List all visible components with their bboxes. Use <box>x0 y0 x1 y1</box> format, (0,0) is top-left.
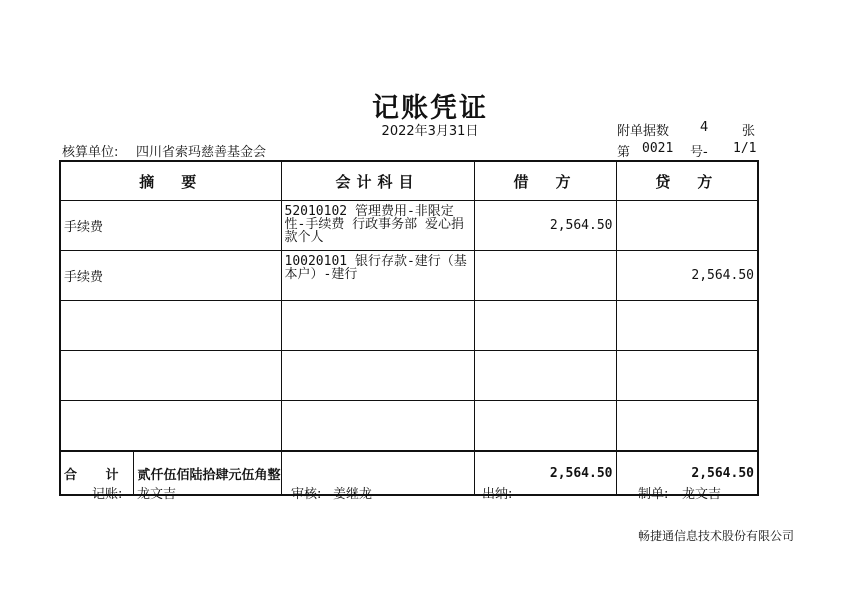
row-summary: 手续费 <box>60 251 281 301</box>
software-company: 畅捷通信息技术股份有限公司 <box>637 529 794 543</box>
table-row <box>60 251 758 301</box>
voucher-number: 0021 <box>642 141 674 156</box>
row-debit <box>474 301 616 351</box>
table-row <box>60 401 758 452</box>
total-label: 合 计 <box>61 452 134 494</box>
voucher-title: 记账凭证 <box>372 93 488 124</box>
header-debit: 借 方 <box>474 161 616 201</box>
row-debit <box>474 351 616 401</box>
attachments-label: 附单据数 <box>617 124 670 139</box>
row-credit <box>616 401 758 452</box>
row-credit: 2,564.50 <box>616 251 758 301</box>
row-summary: 手续费 <box>60 201 281 251</box>
header-account: 会计科目 <box>281 161 474 201</box>
bookkeeper-name: 龙文吉 <box>137 487 177 502</box>
row-account: 52010102 管理费用-非限定性-手续费 行政事务部 爱心捐款个人 <box>281 201 474 251</box>
row-credit <box>616 301 758 351</box>
total-credit: 2,564.50 <box>616 451 758 495</box>
voucher-number-prefix: 第 <box>617 145 631 160</box>
row-summary <box>60 351 281 401</box>
table-row <box>60 301 758 351</box>
row-account: 10020101 银行存款-建行（基本户）-建行 <box>281 251 474 301</box>
row-account <box>281 401 474 452</box>
voucher-number-suffix: 号- <box>690 145 708 160</box>
total-amount-in-words: 贰仟伍佰陆拾肆元伍角整 <box>137 467 281 483</box>
reviewer-label: 审核: <box>291 487 322 502</box>
voucher-date: 2022年3月31日 <box>381 124 479 139</box>
preparer-label: 制单: <box>638 487 669 502</box>
accounting-unit-name: 四川省索玛慈善基金会 <box>136 145 267 160</box>
header-credit: 贷 方 <box>616 161 758 201</box>
row-debit <box>474 401 616 452</box>
row-debit <box>474 251 616 301</box>
reviewer-name: 姜继龙 <box>333 487 373 502</box>
cashier-label: 出纳: <box>482 487 513 502</box>
table-row <box>60 201 758 251</box>
row-credit <box>616 351 758 401</box>
row-summary <box>60 401 281 452</box>
total-debit: 2,564.50 <box>474 451 616 495</box>
preparer-name: 龙文吉 <box>682 487 722 502</box>
accounting-unit-label: 核算单位: <box>62 145 119 160</box>
voucher-page: 1/1 <box>733 141 757 156</box>
header-summary: 摘 要 <box>60 161 281 201</box>
bookkeeper-label: 记账: <box>92 487 123 502</box>
table-header-row <box>60 161 758 201</box>
row-account <box>281 351 474 401</box>
voucher-table <box>59 160 759 496</box>
row-credit <box>616 201 758 251</box>
table-row <box>60 351 758 401</box>
row-summary <box>60 301 281 351</box>
row-account <box>281 301 474 351</box>
row-debit: 2,564.50 <box>474 201 616 251</box>
attachments-count: 4 <box>700 120 709 135</box>
attachments-unit: 张 <box>742 124 756 139</box>
